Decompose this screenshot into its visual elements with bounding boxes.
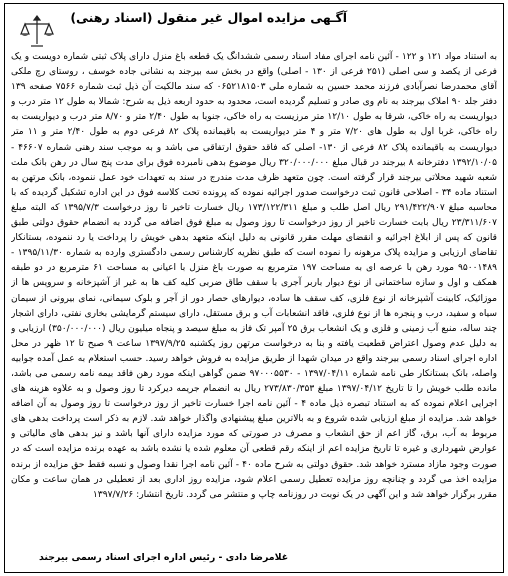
notice-body: به استناد مواد ۱۲۱ و ۱۲۲ - آئین نامه اجرای مفاد اسناد رسمی ششدانگ یک قطعه باغ منزل دارای پلاک ثبتی شماره دویست و یک فرعی از یکصد و سی اصلی (۲۵۱ فرعی از ۱۳۰ - اصلی) واقع در بخش سه بیرجند به نشانی جاده خوسف ، روستای رچ ملکی آقای محمدرضا نصرآبادی فرزند محمد حسین به شماره ملی ۰۶۵۲۱۸۱۵۰۳ که سند مالکیت آن ذیل ثبت شماره ۷۵۶۶ صفحه ۱۳۹ دفتر جلد ۹۰ املاک بیرجند به نام وی صادر و تسلیم گردیده است، محدود به حدود اربعه ذیل به شرح: شمالا به طول ۱۲ متر درب و دیواریست به راه خاکی، شرقا به طول ۱۲/۱۰ متر مرزیست به راه خاکی، جنوبا به طول ۲/۴۰ متر و ۸/۷۰ متر درب و دیواریست به راه خاکی، غربا اول به طول های ۷/۲۰ متر و ۴ متر دیواریست به باقیمانده پلاک ۸۲ فرعی دوم به طول ۲/۴۰ متر و ۱۱ متر دیواریست به باقیمانده پلاک ۸۲ فرعی از ۱۳۰- اصلی که فاقد حقوق ارتفاقی می باشد و به موجب سند رهنی شماره ۴۶۶۰۷ - ۱۳۹۲/۱۰/۰۵ دفترخانه ۸ بیرجند در قبال مبلغ ۳۲۰/۰۰۰/۰۰۰ ریال موضوع بدهی نامبرده فوق برای مدت پنج سال در رهن بانک ملت شعبه شهید محلاتی بیرجند قرار گرفته است. چون متعهد ظرف مدت مندرج در سند به تعهدات خود عمل ننموده، بانک مرتهن به استناد ماده ۳۴ - اصلاحی قانون ثبت درخواست صدور اجرائیه نموده که پرونده تحت کلاسه فوق در این اداره تشکیل گردیده که با محاسبه مبلغ ۲۹۱/۴۲۲/۹۰۷ ریال اصل طلب و مبلغ ۱۷۳/۱۲۲/۳۱۱ ریال خسارت تاخیر تا روز درخواست ۱۳۹۵/۷/۳ که البته مبلغ ۲۳/۳۱۱/۶۰۷ ریال بابت خسارت تاخیر از روز درخواست تا روز وصول به مبلغ فوق اضافه می گردد به انضمام حقوق دولتی طبق قانون که پس از ابلاغ اجرائیه و انقضای مهلت مقرر قانونی به دلیل اینکه متعهد بدهی خویش را پرداخت یا رد ننموده، بستانکار تقاضای ارزیابی و مزایده پلاک مرهونه را نموده است که طبق نظریه کارشناس رسمی دادگستری وارده به شماره ۱۳۹۵/۱۱/۳۰ - ۹۵۰۰۱۴۸۹ مورد رهن با عرصه ای به مساحت ۱۹۷ مترمربع به صورت باغ منزل با اعیانی به مساحت ۶۱ مترمربع در دو طبقه همکف و اول و سازه ساختمانی از نوع دیوار باربر آجری با سقف طاق ضربی کلیه کف ها به غیر از آشپزخانه و سرویس ها از موزائیک، کابینت آشپزخانه از نوع فلزی، کف سقف ها ساده، دیوارهای حصار دور از آجر و بلوک سیمانی، نمای بیرونی از سیمان سیاه و سفید، درب و پنجره ها از نوع فلزی، فاقد انشعابات آب و برق مستقل، دارای سیستم گرمایشی بخاری نفتی، دارای اشجار چند ساله، منبع آب زمینی و فلزی و یک انشعاب برق ۲۵ آمپر تک فاز به مبلغ سیصد و پنجاه میلیون ریال (۳۵۰/۰۰۰/۰۰۰) ارزیابی و به دلیل عدم وصول اعتراض قطعیت یافته و بنا به درخواست مرتهن روز یکشنبه ۱۳۹۷/۹/۲۵ ساعت ۹ صبح تا ۱۲ ظهر در محل اداره اجرای اسناد رسمی بیرجند واقع در میدان شهدا از طریق مزایده به فروش خواهد رسید. حسب استعلام به عمل آمده جوابیه واصله، بانک بستانکار طی نامه شماره ۱۳۹۷/۰۴/۱۱ - ۹۷۰۰۰۵۵۳۰ ضمن گواهی اینکه مورد رهن فاقد بیمه نامه رسمی می باشد، مانده طلب خویش را تا تاریخ ۱۳۹۷/۰۴/۱۲ مبلغ ۲۷۳/۸۳۰/۳۵۳ ریال به انضمام جریمه دیرکرد تا روز وصول و به علاوه هزینه های اجرایی اعلام نموده که به استناد تبصره ذیل ماده ۴ - آئین نامه اجرا خسارت تاخیر از روز درخواست تا روز وصول به آن اضافه خواهد شد. مزایده از مبلغ ارزیابی شده شروع و به بالاترین مبلغ پیشنهادی واگذار خواهد شد. لازم به ذکر است پرداخت بدهی های مربوط به آب، برق، گاز اعم از حق انشعاب و مصرف در صورتی که مورد مزایده دارای آنها باشد و نیز بدهی های مالیاتی و عوارض شهرداری و غیره تا تاریخ مزایده اعم از اینکه رقم قطعی آن معلوم شده یا نشده باشد به عهده برنده مزایده است که در صورت وجود مازاد مسترد خواهد شد. حقوق دولتی به شرح ماده ۴۰ - آئین نامه اجرا نقدا وصول و نسبه فقط حق مزایده از برنده مزایده اخذ می گردد و چنانچه روز مزایده تعطیل رسمی اعلام شود، مزایده روز اداری بعد از تعطیلی در همان ساعت و مکان مقرر برگزار خواهد شد و این آگهی در یک نوبت در روزنامه چاپ و منتشر می گردد. تاریخ انتشار: ۱۳۹۷/۷/۲۶: [11, 52, 497, 500]
notice-title: آگـهی مزایده اموال غیر منقول (اسناد رهنی): [70, 10, 347, 25]
notice-footer: [11, 548, 497, 568]
notice-frame: [4, 3, 504, 573]
notice-header: [11, 8, 497, 50]
judiciary-emblem-icon: [17, 12, 57, 52]
signature: غلامرضا دادی - رئیس اداره اجرای اسناد رسمی بیرجند: [39, 552, 289, 563]
